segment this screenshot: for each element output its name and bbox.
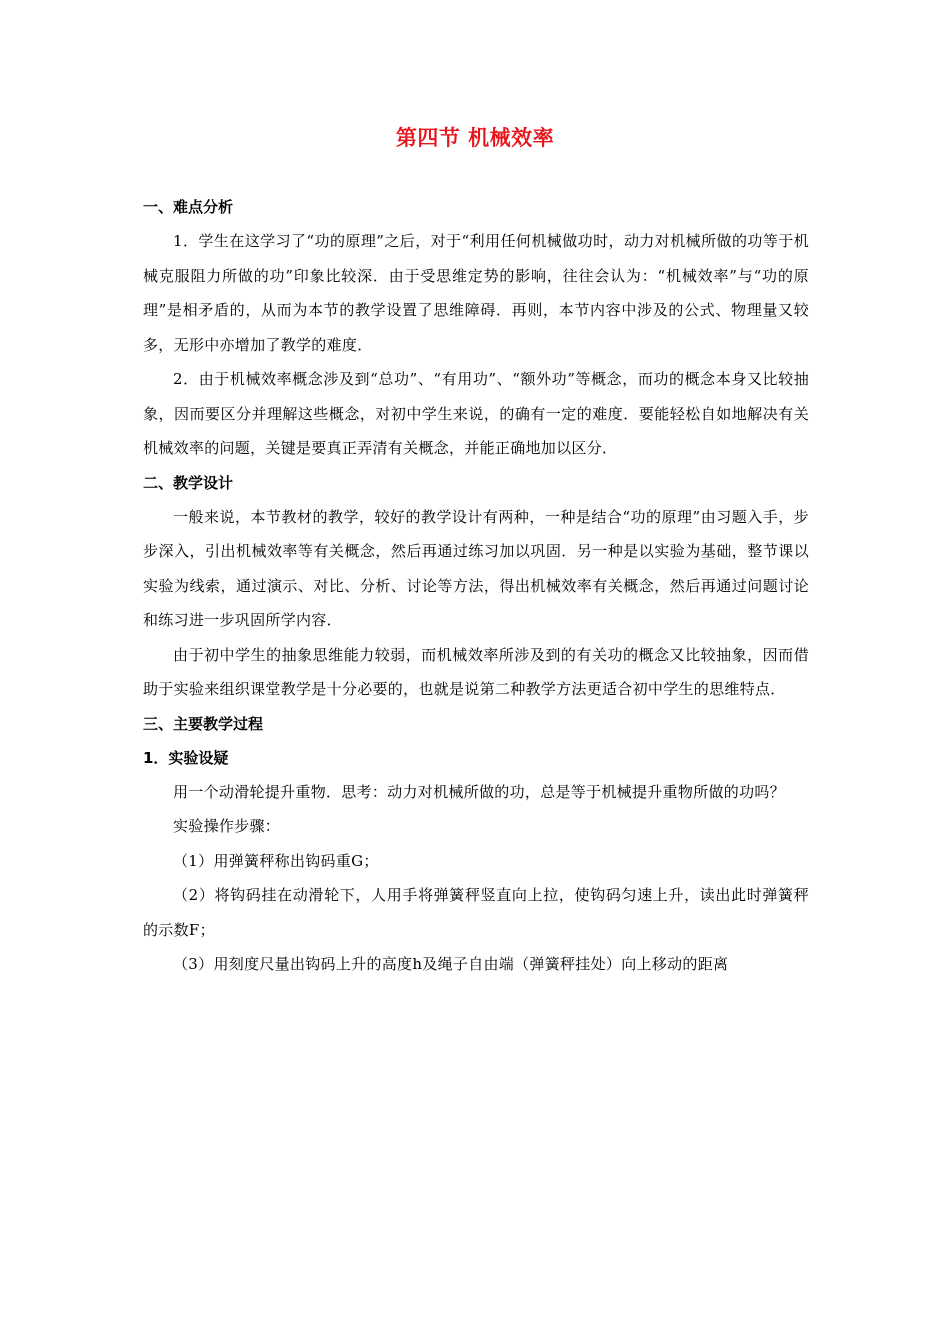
section-heading-teaching-design: 二、教学设计 [143, 473, 234, 492]
paragraph: 1．学生在这学习了“功的原理”之后，对于“利用任何机械做功时，动力对机械所做的功等于机械克服阻力所做的功”印象比较深．由于受思维定势的影响，往往会认为：“机械效率”与“功的原理”是相矛盾的，从而为本节的教学设置了思维障碍．再则，本节内容中涉及的公式、物理量又较多，无形中亦增加了教学的难度． [143, 232, 809, 354]
paragraph: 2．由于机械效率概念涉及到“总功”、“有用功”、“额外功”等概念，而功的概念本身又比较抽象，因而要区分并理解这些概念，对初中学生来说，的确有一定的难度．要能轻松自如地解决有关机械效率的问题，关键是要真正弄清有关概念，并能正确地加以区分． [143, 370, 809, 457]
experiment-step: （1）用弹簧秤称出钩码重G； [173, 851, 379, 870]
page-title: 第四节 机械效率 [395, 126, 555, 150]
paragraph: 由于初中学生的抽象思维能力较弱，而机械效率所涉及到的有关功的概念又比较抽象，因而借助于实验来组织课堂教学是十分必要的，也就是说第二种教学方法更适合初中学生的思维特点． [143, 645, 809, 698]
subsection-heading-experiment: 1．实验设疑 [143, 748, 229, 767]
section-heading-difficulty-analysis: 一、难点分析 [143, 198, 234, 216]
experiment-step: （3）用刻度尺量出钩码上升的高度h及绳子自由端（弹簧秤挂处）向上移动的距离 [173, 955, 729, 973]
section-heading-teaching-process: 三、主要教学过程 [143, 714, 264, 733]
experiment-step: （2）将钩码挂在动滑轮下，人用手将弹簧秤竖直向上拉，使钩码匀速上升，读出此时弹簧秤的示数F； [143, 886, 809, 939]
paragraph: 一般来说，本节教材的教学，较好的教学设计有两种，一种是结合“功的原理”由习题入手，步步深入，引出机械效率等有关概念，然后再通过练习加以巩固．另一种是以实验为基础，整节课以实验为线索，通过演示、对比、分析、讨论等方法，得出机械效率有关概念，然后再通过问题讨论和练习进一步巩固所学内容． [143, 507, 809, 629]
paragraph: 用一个动滑轮提升重物．思考：动力对机械所做的功，总是等于机械提升重物所做的功吗？ [173, 782, 786, 801]
paragraph: 实验操作步骤： [173, 817, 281, 835]
document-body [143, 190, 809, 982]
